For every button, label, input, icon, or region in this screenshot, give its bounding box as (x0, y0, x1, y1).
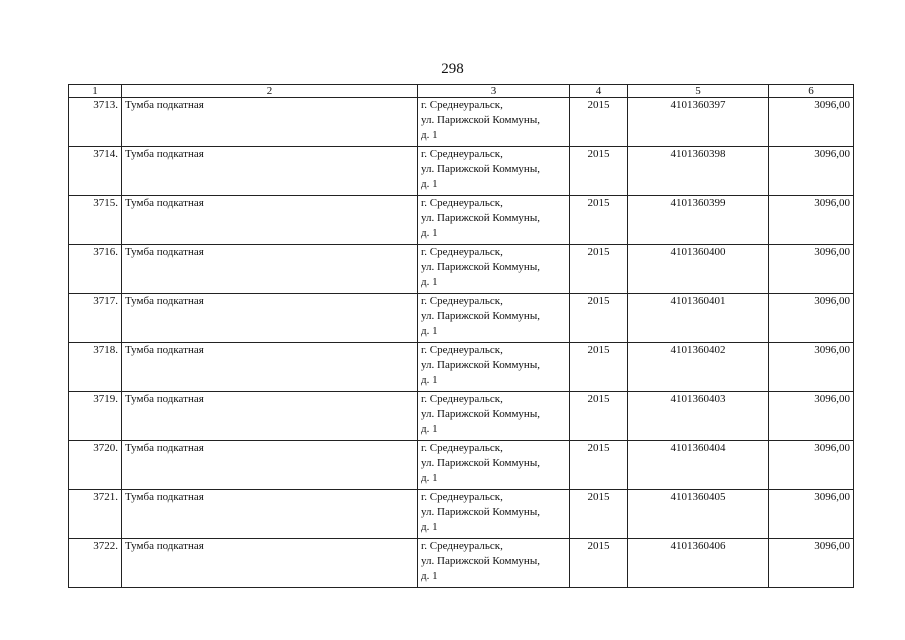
table-row (69, 392, 854, 441)
header-col-4: 4 (570, 85, 628, 98)
address-line: г. Среднеуральск, (421, 393, 503, 405)
item-price: 3096,00 (769, 294, 854, 343)
item-price: 3096,00 (769, 392, 854, 441)
item-name: Тумба подкатная (122, 294, 418, 343)
table-row (69, 294, 854, 343)
item-price: 3096,00 (769, 490, 854, 539)
header-col-1: 1 (69, 85, 122, 98)
item-name: Тумба подкатная (122, 245, 418, 294)
address-line: д. 1 (421, 521, 438, 533)
item-year: 2015 (570, 294, 628, 343)
address-line: ул. Парижской Коммуны, (421, 163, 540, 175)
table-row (69, 490, 854, 539)
row-number: 3714. (69, 147, 122, 196)
inventory-number: 4101360397 (628, 98, 769, 147)
header-row (69, 85, 854, 98)
row-number: 3716. (69, 245, 122, 294)
row-number: 3721. (69, 490, 122, 539)
item-year: 2015 (570, 343, 628, 392)
item-address (418, 294, 570, 343)
table-body (69, 98, 854, 588)
address-line: ул. Парижской Коммуны, (421, 261, 540, 273)
address-line: г. Среднеуральск, (421, 197, 503, 209)
item-name: Тумба подкатная (122, 196, 418, 245)
item-name: Тумба подкатная (122, 98, 418, 147)
header-col-2: 2 (122, 85, 418, 98)
item-name: Тумба подкатная (122, 147, 418, 196)
row-number: 3720. (69, 441, 122, 490)
address-line: д. 1 (421, 423, 438, 435)
row-number: 3715. (69, 196, 122, 245)
address-line: г. Среднеуральск, (421, 491, 503, 503)
item-address (418, 441, 570, 490)
item-name: Тумба подкатная (122, 392, 418, 441)
item-price: 3096,00 (769, 245, 854, 294)
address-line: д. 1 (421, 178, 438, 190)
item-price: 3096,00 (769, 196, 854, 245)
inventory-number: 4101360401 (628, 294, 769, 343)
row-number: 3717. (69, 294, 122, 343)
address-line: г. Среднеуральск, (421, 99, 503, 111)
table-row (69, 98, 854, 147)
table-row (69, 196, 854, 245)
address-line: г. Среднеуральск, (421, 246, 503, 258)
address-line: д. 1 (421, 374, 438, 386)
item-price: 3096,00 (769, 441, 854, 490)
item-name: Тумба подкатная (122, 539, 418, 588)
header-col-5: 5 (628, 85, 769, 98)
inventory-number: 4101360404 (628, 441, 769, 490)
row-number: 3722. (69, 539, 122, 588)
address-line: д. 1 (421, 570, 438, 582)
address-line: д. 1 (421, 325, 438, 337)
item-name: Тумба подкатная (122, 490, 418, 539)
item-year: 2015 (570, 490, 628, 539)
header-col-3: 3 (418, 85, 570, 98)
item-address (418, 147, 570, 196)
inventory-table (68, 84, 854, 588)
item-year: 2015 (570, 539, 628, 588)
table-row (69, 343, 854, 392)
row-number: 3719. (69, 392, 122, 441)
item-year: 2015 (570, 245, 628, 294)
inventory-number: 4101360400 (628, 245, 769, 294)
item-year: 2015 (570, 98, 628, 147)
address-line: г. Среднеуральск, (421, 344, 503, 356)
item-price: 3096,00 (769, 343, 854, 392)
table-row (69, 539, 854, 588)
address-line: д. 1 (421, 129, 438, 141)
row-number: 3718. (69, 343, 122, 392)
item-year: 2015 (570, 196, 628, 245)
inventory-number: 4101360402 (628, 343, 769, 392)
page-number: 298 (441, 61, 464, 77)
item-name: Тумба подкатная (122, 343, 418, 392)
table-row (69, 147, 854, 196)
address-line: ул. Парижской Коммуны, (421, 457, 540, 469)
item-price: 3096,00 (769, 539, 854, 588)
address-line: ул. Парижской Коммуны, (421, 359, 540, 371)
inventory-number: 4101360398 (628, 147, 769, 196)
item-address (418, 98, 570, 147)
item-year: 2015 (570, 147, 628, 196)
inventory-number: 4101360405 (628, 490, 769, 539)
address-line: ул. Парижской Коммуны, (421, 506, 540, 518)
address-line: г. Среднеуральск, (421, 148, 503, 160)
item-address (418, 490, 570, 539)
item-name: Тумба подкатная (122, 441, 418, 490)
item-address (418, 245, 570, 294)
address-line: д. 1 (421, 276, 438, 288)
item-price: 3096,00 (769, 147, 854, 196)
item-year: 2015 (570, 441, 628, 490)
inventory-number: 4101360403 (628, 392, 769, 441)
item-address (418, 392, 570, 441)
item-address (418, 196, 570, 245)
address-line: г. Среднеуральск, (421, 540, 503, 552)
address-line: ул. Парижской Коммуны, (421, 114, 540, 126)
address-line: ул. Парижской Коммуны, (421, 555, 540, 567)
address-line: д. 1 (421, 227, 438, 239)
header-col-6: 6 (769, 85, 854, 98)
inventory-number: 4101360406 (628, 539, 769, 588)
address-line: ул. Парижской Коммуны, (421, 310, 540, 322)
address-line: г. Среднеуральск, (421, 442, 503, 454)
address-line: ул. Парижской Коммуны, (421, 212, 540, 224)
address-line: ул. Парижской Коммуны, (421, 408, 540, 420)
item-address (418, 343, 570, 392)
item-year: 2015 (570, 392, 628, 441)
address-line: д. 1 (421, 472, 438, 484)
item-price: 3096,00 (769, 98, 854, 147)
table-row (69, 441, 854, 490)
table-row (69, 245, 854, 294)
address-line: г. Среднеуральск, (421, 295, 503, 307)
row-number: 3713. (69, 98, 122, 147)
table-header (69, 85, 854, 98)
inventory-number: 4101360399 (628, 196, 769, 245)
item-address (418, 539, 570, 588)
